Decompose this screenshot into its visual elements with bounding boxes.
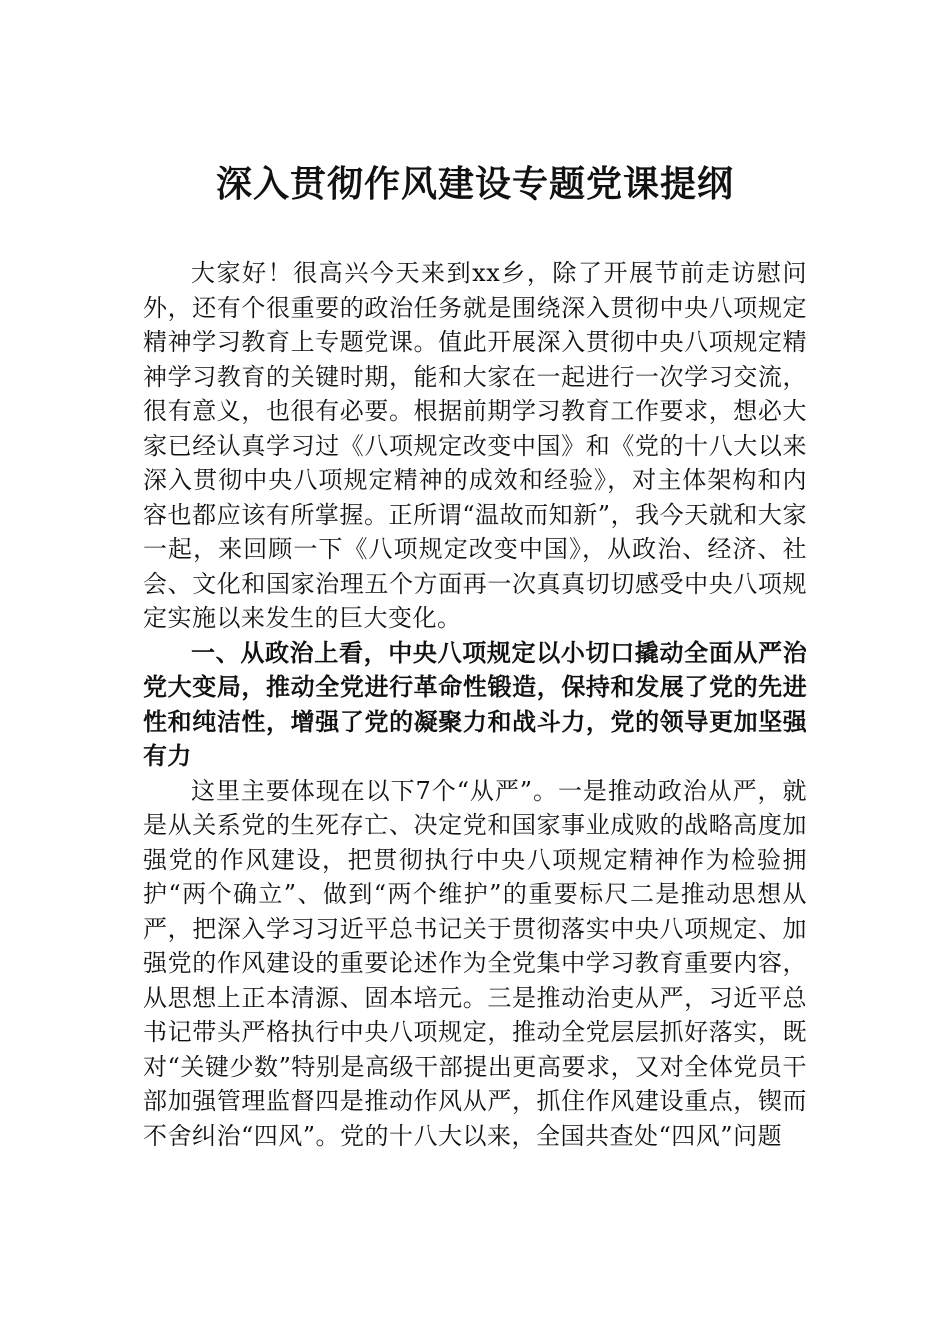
document-title: 深入贯彻作风建设专题党课提纲 bbox=[215, 163, 734, 205]
section-1-paragraph: 这里主要体现在以下7个“从严”。一是推动政治从严，就是从关系党的生死存亡、决定党和国家事业成败的战略高度加强党的作风建设，把贯彻执行中央八项规定精神作为检验拥护“两个确立”、做到“两个维护”的重要标尺二是推动思想从严，把深入学习习近平总书记关于贯彻落实中央八项规定、加强党的作风建设的重要论述作为全党集中学习教育重要内容，从思想上正本清源、固本培元。三是推动治吏从严，习近平总书记带头严格执行中央八项规定，推动全党层层抓好落实，既对“关键少数”特别是高级干部提出更高要求，又对全体党员干部加强管理监督四是推动作风从严，抓住作风建设重点，锲而不舍纠治“四风”。党的十八大以来，全国共查处“四风”问题 bbox=[143, 776, 807, 1150]
document-body bbox=[143, 256, 807, 1153]
intro-paragraph: 大家好！很高兴今天来到xx乡，除了开展节前走访慰问外，还有个很重要的政治任务就是围绕深入贯彻中央八项规定精神学习教育上专题党课。值此开展深入贯彻中央八项规定精神学习教育的关键时期，能和大家在一起进行一次学习交流，很有意义，也很有必要。根据前期学习教育工作要求，想必大家已经认真学习过《八项规定改变中国》和《党的十八大以来深入贯彻中央八项规定精神的成效和经验》，对主体架构和内容也都应该有所掌握。正所谓“温故而知新”，我今天就和大家一起，来回顾一下《八项规定改变中国》，从政治、经济、社会、文化和国家治理五个方面再一次真真切切感受中央八项规定实施以来发生的巨大变化。 bbox=[143, 259, 807, 632]
section-heading-1: 一、从政治上看，中央八项规定以小切口撬动全面从严治党大变局，推动全党进行革命性锻造，保持和发展了党的先进性和纯洁性，增强了党的凝聚力和战斗力，党的领导更加坚强有力 bbox=[143, 638, 807, 770]
